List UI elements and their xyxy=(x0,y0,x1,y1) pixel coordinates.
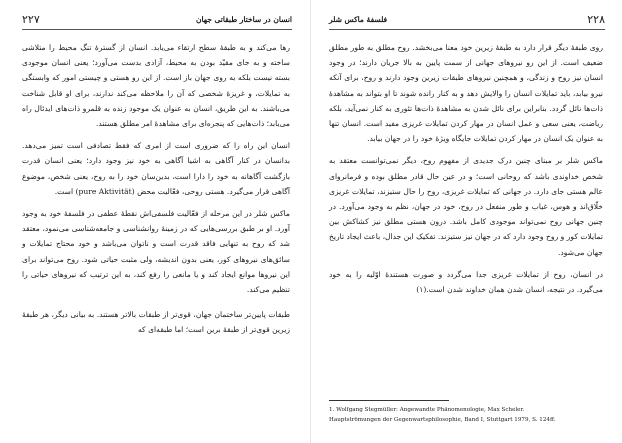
right-header-rule xyxy=(329,29,605,30)
left-header-rule xyxy=(22,29,292,30)
left-page-number: ۲۲۷ xyxy=(22,13,40,26)
paragraph: ماکس شلر بر مبنای چنین درک جدیدی از مفهوم روح، دیگر نمی‌توانست معتقد به شخص خداوندی باشد که روحانی است؛ و در عین حال قادر مطلق بوده و فرمانروای عالم هستی جای دارد. در جهانی که تمایلات غریزی، روح را حال ستیزند، تمایلات غریزی خلّاق‌اند و هوس، غیاب و طور منفعل در روح، خود در جهان، نظم به وجود می‌آورد. در چنین جهانی روح نمی‌تواند موجودی کامل باشد. درون هستی مطلق نیز کشاکش بین تمایلات کور و روح وجود دارد که در جهان نیز ستیزند. تفکیک این جدال، باعث ایجاد تاریخ جهان می‌شود. xyxy=(329,156,603,257)
paragraph: ماکس شلر در این مرحله از فعّالیت فلسفی‌اش نقطهٔ عطفی در فلسفهٔ خود به وجود آورد. او بر طبق بررسی‌هایی که در زمینهٔ روانشناسی و جامعه‌شناسی می‌نمود، معتقد شد که روح به تنهایی فاقد قدرت است و ناتوان می‌باشد و خود محتاج تمایلات و سائق‌های نیروهای کور، یعنی بدون اندیشه، ولی مثبت حیاتی شود. روح می‌تواند برای این نیروها موانع ایجاد کند و یا مانعی را رفع کند، به این ترتیب که نیروهای حیاتی را تنظیم می‌کند. xyxy=(22,209,290,295)
right-body-text xyxy=(329,40,603,304)
footnote-line: 1. Wolfgang Stegmüller: Angewandte Phänomenologie, Max Scheler. xyxy=(329,407,525,413)
footnote xyxy=(329,405,605,425)
right-page xyxy=(311,0,622,443)
paragraph: انسان این راه را که ضروری است از امری که فقط تصادفی است تمیز می‌دهد. بدانسان در کنار آگاهی به اشیا آگاهی به خود نیز وجود دارد؛ یعنی انسان قدرت بازگشت آگاهانه به خود را دارا است، بدین‌سان خود را به روح، یعنی شخص، موضوع آگاهی قرار می‌گیرد. هستی روحی، فعّالیت محض (pure Aktivität) است. xyxy=(22,141,290,196)
footnote-line: Hauptströmungen der Gegenwartsphilosophie, Band I, Stuttgart 1979, S. 124ff. xyxy=(329,417,556,423)
right-running-head-title: فلسفهٔ ماکس شلر xyxy=(329,15,388,24)
left-running-head-title: انسان در ساختار طبقاتی جهان xyxy=(196,15,292,24)
paragraph: طبقات پایین‌تر ساختمان جهان، قوی‌تر از طبقات بالاتر هستند. به بیانی دیگر، هر طبقهٔ زیرین قوی‌تر از طبقهٔ برین است؛ اما طبقه‌ای که xyxy=(22,310,290,335)
right-page-number: ۲۲۸ xyxy=(587,13,605,26)
footnote-rule xyxy=(329,400,449,401)
right-running-header xyxy=(329,13,605,27)
left-running-header xyxy=(22,13,292,27)
paragraph: رها می‌کند و به طبقهٔ سطح ارتقاء می‌یابد. انسان از گسترهٔ تنگ محیط را متلاشی ساخته و به جای مقیّد بودن به محیط، آزادی بدست می‌آورد؛ یعنی انسان موجودی بسته نیست بلکه به روی جهان باز است. از این رو هستی و چیستی امور که وابستگی به تمایلات، و غریزهٔ شخصی که آن را ملاحظه می‌کند ندارند، برای او قابل شناخت می‌باشند. به این طریق، انسان به عنوان یک موجود زنده به قلمرو ذات‌های ایدئال راه می‌یابد؛ ذات‌هایی که پنجره‌ای برای مشاهدهٔ امر مطلق هستند. xyxy=(22,43,290,129)
paragraph: در انسان، روح از تمایلات غریزی جدا می‌گردد و صورت هستندهٔ اوّلیه را به خود می‌گیرد. در نتیجه، انسان شدن همان خداوند شدن است.(۱) xyxy=(329,269,603,295)
left-body-text xyxy=(22,40,290,345)
paragraph: روی طبقهٔ دیگر قرار دارد به طبقهٔ زیرین خود معنا می‌بخشد. روح مطلق به طور مطلق ضعیف است. از این رو نیروهای جهانی از سمت پایین به بالا جریان دارند؛ در وجود انسان نیز روح و زندگی، و همچنین نیروهای طبقات زیرین وجود دارند و روح، برای آنکه نیرو بیابد، باید تمایلات انسان را والایش دهد و به کنار رانده شوند تا او بتواند به مشاهدهٔ ذات‌ها نائل گردد. بنابراین برای نائل شدن به مشاهدهٔ ذات‌ها تئوری به کنار نمی‌آید، بلکه ریاضت، یعنی سعی و عمل انسان در مهار کردن تمایلات غریزی مفید است. انسان تنها به عنوان یک انسان در مهار کردن تمایلات جایگاه ویژهٔ خود را در جهان بیابد. xyxy=(329,43,603,144)
